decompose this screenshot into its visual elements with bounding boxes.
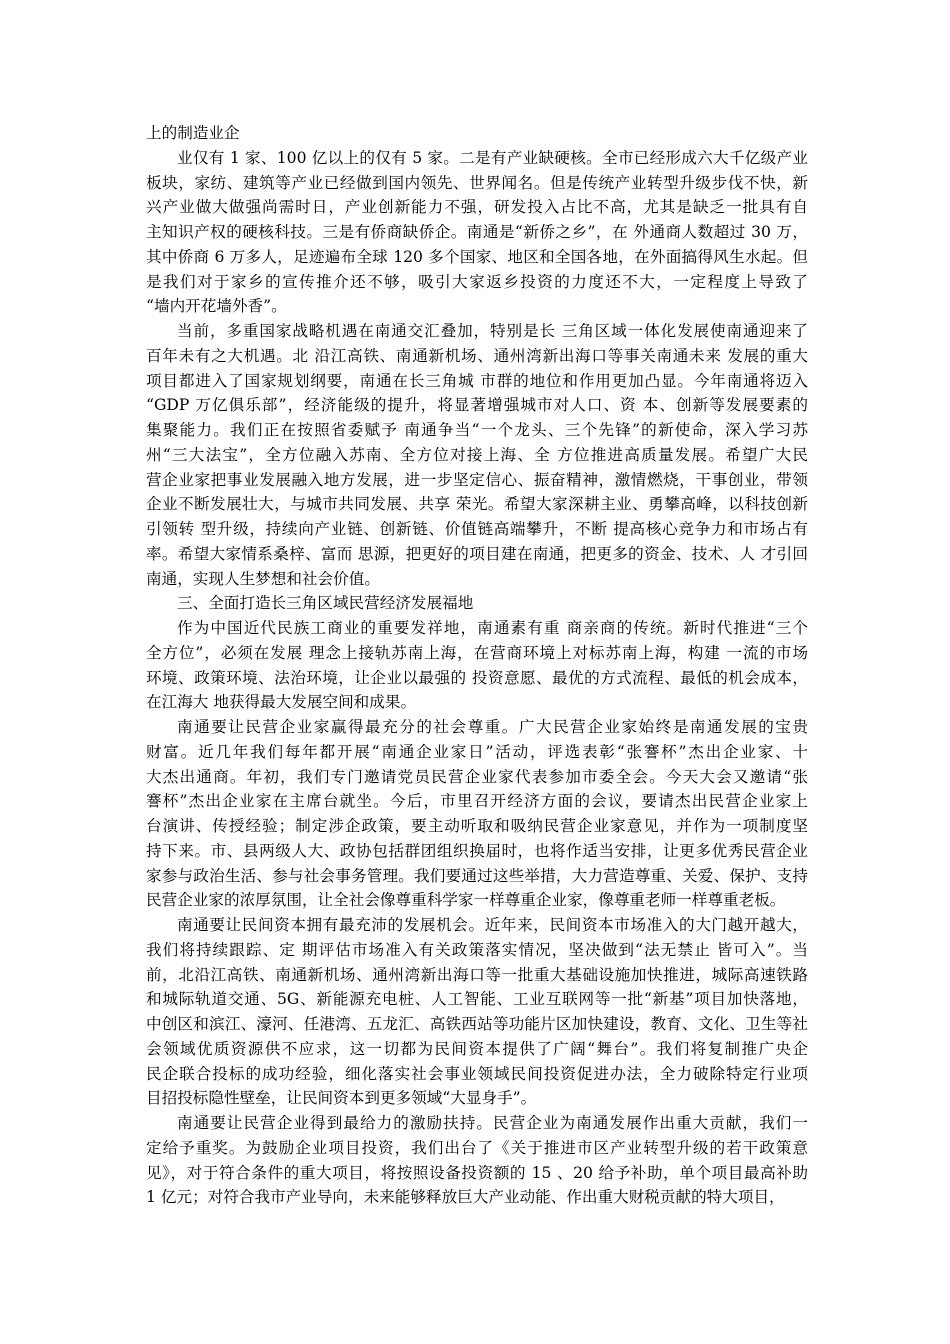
paragraph xyxy=(146,591,808,616)
text-line: 全方位”，必须在发展 理念上接轨苏南上海，在营商环境上对标苏南上海，构建 一流的市场 xyxy=(146,643,808,662)
text-line: 南通，实现人生梦想和社会价值。 xyxy=(146,569,380,588)
text-line: 在江海大 地获得最大发展空间和成果。 xyxy=(146,693,417,712)
text-line: “墙内开花墙外香”。 xyxy=(146,297,287,316)
text-line: 环境、政策环境、法治环境，让企业以最强的 投资意愿、最优的方式流程、最低的机会成本， xyxy=(146,668,808,687)
text-line: 目招投标隐性壁垒，让民间资本到更多领域“大显身手”。 xyxy=(146,1089,537,1108)
text-line: 项目都进入了国家规划纲要，南通在长三角城 市群的地位和作用更加凸显。今年南通将迈入 xyxy=(146,371,808,390)
text-line: 当前，多重国家战略机遇在南通交汇叠加，特别是长 三角区域一体化发展使南通迎来了 xyxy=(177,322,808,340)
text-line: 謇杯”杰出企业家在主席台就坐。今后，市里召开经济方面的会议，要请杰出民营企业家上 xyxy=(146,792,808,811)
document-page xyxy=(146,121,808,1210)
text-line: 企业不断发展壮大，与城市共同发展、共享 荣光。希望大家深耕主业、勇攀高峰，以科技创新 xyxy=(146,495,808,514)
text-line: 三、全面打造长三角区域民营经济发展福地 xyxy=(177,594,474,613)
text-line: 定给予重奖。为鼓励企业项目投资，我们出台了《关于推进市区产业转型升级的若干政策意 xyxy=(146,1138,808,1157)
text-line: 上的制造业企 xyxy=(146,124,240,142)
text-line: “GDP 万亿俱乐部”，经济能级的提升，将显著增强城市对人口、资 本、创新等发展要素的 xyxy=(146,396,808,415)
paragraph xyxy=(146,319,808,591)
text-line: 百年未有之大机遇。北 沿江高铁、南通新机场、通州湾新出海口等事关南通未来 发展的重大 xyxy=(146,346,808,365)
paragraph xyxy=(146,715,808,913)
paragraph xyxy=(146,913,808,1111)
text-line: 率。希望大家情系桑梓、富而 思源，把更好的项目建在南通，把更多的资金、技术、人 才引回 xyxy=(146,544,808,563)
text-line: 南通要让民营企业家赢得最充分的社会尊重。广大民营企业家始终是南通发展的宝贵 xyxy=(177,718,808,736)
text-line: 持下来。市、县两级人大、政协包括群团组织换届时，也将作适当安排，让更多优秀民营企业 xyxy=(146,841,808,860)
text-line: 见》，对于符合条件的重大项目，将按照设备投资额的 15 、20 给予补助，单个项目最高补助 xyxy=(146,1163,808,1182)
text-line: 作为中国近代民族工商业的重要发祥地，南通素有重 商亲商的传统。新时代推进“三个 xyxy=(177,619,808,637)
text-line: 前，北沿江高铁、南通新机场、通州湾新出海口等一批重大基础设施加快推进，城际高速铁路 xyxy=(146,965,808,984)
text-line: 业仅有 1 家、100 亿以上的仅有 5 家。二是有产业缺硬核。全市已经形成六大千亿级产业 xyxy=(177,148,808,167)
text-line: 州“三大法宝”，全方位融入苏南、全方位对接上海、全 方位推进高质量发展。希望广大民 xyxy=(146,445,808,464)
text-line: 民企联合投标的成功经验，细化落实社会事业领域民间投资促进办法，全力破除特定行业项 xyxy=(146,1064,808,1083)
text-line: 南通要让民间资本拥有最充沛的发展机会。近年来，民间资本市场准入的大门越开越大， xyxy=(177,916,808,934)
text-line: 我们将持续跟踪、定 期评估市场准入有关政策落实情况，坚决做到“法无禁止 皆可入”。当 xyxy=(146,940,808,959)
text-line: 引领转 型升级，持续向产业链、创新链、价值链高端攀升，不断 提高核心竞争力和市场占有 xyxy=(146,520,808,538)
paragraph xyxy=(146,146,808,319)
text-line: 财富。近几年我们每年都开展“南通企业家日”活动，评选表彰“张謇杯”杰出企业家、十 xyxy=(146,742,808,761)
text-line: 主知识产权的硬核科技。三是有侨商缺侨企。南通是“新侨之乡”，在 外通商人数超过 30 万， xyxy=(146,223,808,241)
text-line: 民营企业家的浓厚氛围，让全社会像尊重科学家一样尊重企业家，像尊重老师一样尊重老板。 xyxy=(146,891,786,910)
text-line: 南通要让民营企业得到最给力的激励扶持。民营企业为南通发展作出重大贡献，我们一 xyxy=(177,1114,808,1132)
text-line: 集聚能力。我们正在按照省委赋予 南通争当“一个龙头、三个先锋”的新使命，深入学习苏 xyxy=(146,421,808,439)
paragraph xyxy=(146,616,808,715)
text-line: 会领域优质资源供不应求，这一切都为民间资本提供了广阔“舞台”。我们将复制推广央企 xyxy=(146,1039,808,1058)
text-line: 是我们对于家乡的宣传推介还不够，吸引大家返乡投资的力度还不大，一定程度上导致了 xyxy=(146,272,808,291)
text-line: 兴产业做大做强尚需时日，产业创新能力不强，研发投入占比不高，尤其是缺乏一批具有自 xyxy=(146,198,808,217)
text-line: 家参与政治生活、参与社会事务管理。我们要通过这些举措，大力营造尊重、关爱、保护、支持 xyxy=(146,866,808,885)
text-line: 台演讲、传授经验；制定涉企政策，要主动听取和吸纳民营企业家意见，并作为一项制度坚 xyxy=(146,817,808,835)
text-line: 其中侨商 6 万多人，足迹遍布全球 120 多个国家、地区和全国各地，在外面搞得风生水起。但 xyxy=(146,247,808,266)
paragraph xyxy=(146,1111,808,1210)
text-line: 中创区和滨江、濠河、任港湾、五龙汇、高铁西站等功能片区加快建设，教育、文化、卫生等社 xyxy=(146,1015,808,1033)
text-line: 板块，家纺、建筑等产业已经做到国内领先、世界闻名。但是传统产业转型升级步伐不快，新 xyxy=(146,173,808,192)
text-line: 大杰出通商。年初，我们专门邀请党员民营企业家代表参加市委全会。今天大会又邀请“张 xyxy=(146,767,808,786)
text-line: 1 亿元；对符合我市产业导向，未来能够释放巨大产业动能、作出重大财税贡献的特大项目， xyxy=(146,1188,785,1207)
text-line: 营企业家把事业发展融入地方发展，进一步坚定信心、振奋精神，激情燃烧，干事创业，带领 xyxy=(146,470,808,489)
text-line: 和城际轨道交通、5G、新能源充电桩、人工智能、工业互联网等一批“新基”项目加快落地， xyxy=(146,990,808,1009)
paragraph xyxy=(146,121,808,146)
